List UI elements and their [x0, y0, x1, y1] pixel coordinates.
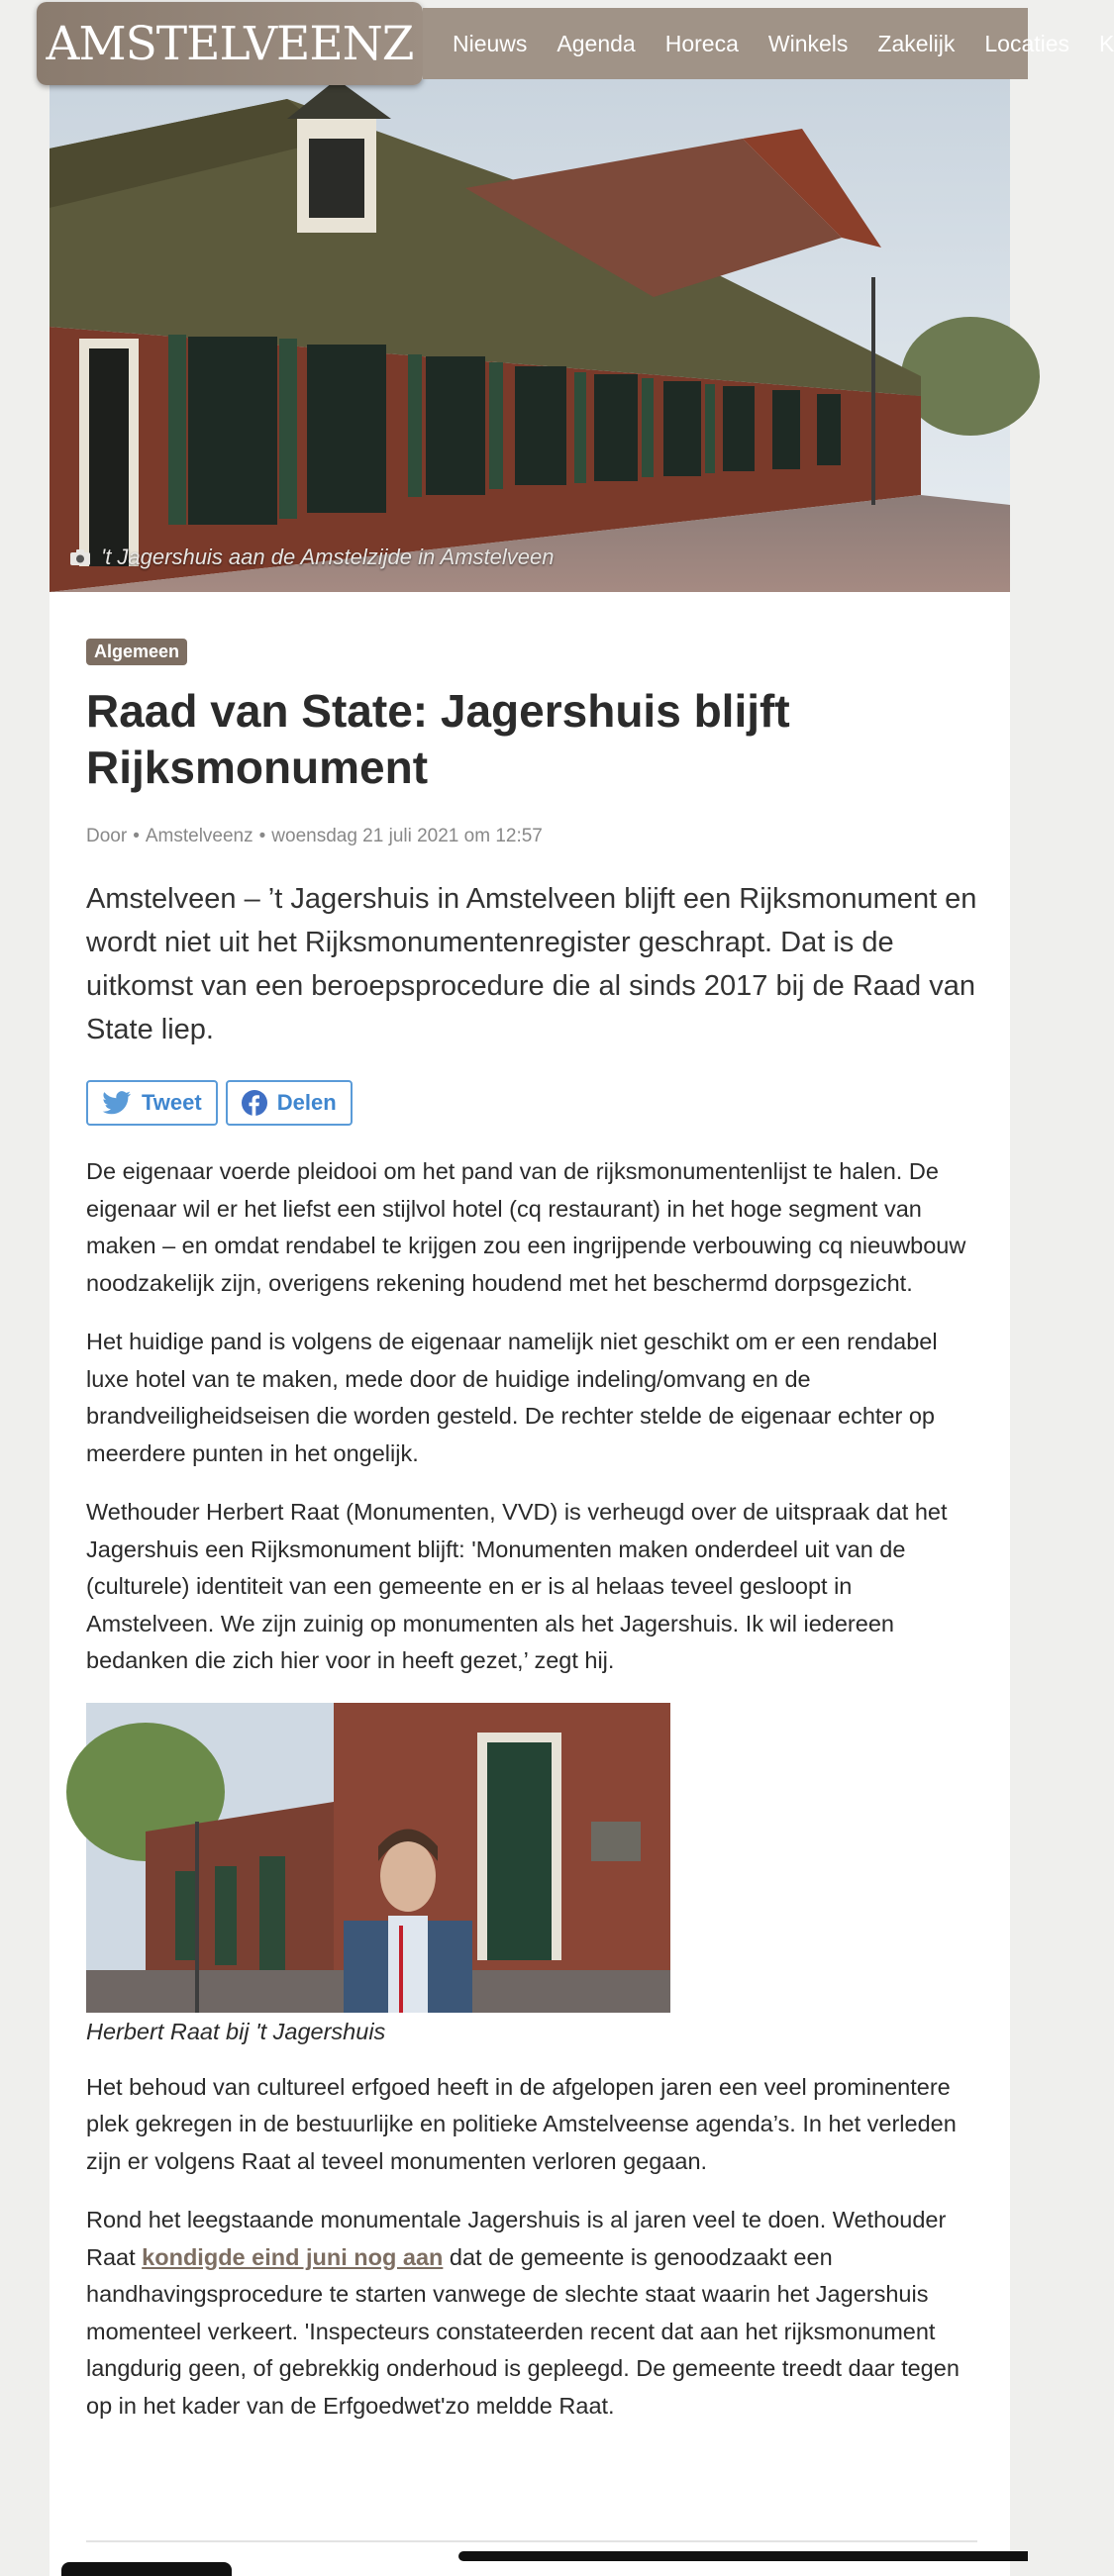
hero-image [50, 79, 1010, 592]
nav-item-winkels[interactable]: Winkels [767, 30, 849, 56]
site-logo[interactable] [37, 2, 423, 85]
category-badge[interactable]: Algemeen [86, 639, 187, 665]
article-lead: Amstelveen – ’t Jagershuis in Amstelveen blijft een Rijksmonument en wordt niet uit het Rijksmonumentenregister geschrapt. Dat is de uitkomst van een beroepsprocedure die al sinds 2017 bij de Raad van State liep. [86, 883, 977, 1045]
hero-caption [69, 545, 554, 570]
meta-author[interactable]: Amstelveenz [145, 826, 253, 846]
jagershuis-photo [50, 79, 1010, 592]
paragraph-5-after: dat de gemeente is genoodzaakt een handhavingsprocedure te starten vanwege de slechte staat waarin het Jagershuis momenteel verkeert. 'Inspecteurs constateerden recent dat aan het rijksmonument langdurig geen, of gebrekkig onderhoud is gepleegd. De gemeente treedt daar tegen op in het kader van de Erfgoedwet'zo meldde Raat. [86, 2243, 960, 2419]
paragraph-3: Wethouder Herbert Raat (Monumenten, VVD) is verheugd over de uitspraak dat het Jagershuis een Rijksmonument blijft: 'Monumenten maken onderdeel uit van de (culturele) identiteit van een gemeente en er is al helaas teveel gesloopt in Amstelveen. We zijn zuinig op monumenten als het Jagershuis. Ik wil iedereen bedanken die zich hier voor in heeft gezet,’ zegt hij. [86, 1499, 948, 1673]
tweet-button[interactable] [86, 1080, 218, 1126]
figure-caption: Herbert Raat bij 't Jagershuis [86, 2018, 386, 2044]
paragraph-4: Het behoud van cultureel erfgoed heeft in de afgelopen jaren een veel prominentere plek gekregen in de bestuurlijke en politieke Amstelveense agenda’s. In het verleden zijn er volgens Raat al teveel monumenten verloren gegaan. [86, 2073, 957, 2174]
camera-icon [69, 548, 91, 566]
raat-photo [86, 1703, 670, 2013]
top-navigation [0, 0, 1114, 87]
inline-article-link[interactable]: kondigde eind juni nog aan [142, 2243, 444, 2270]
article-title: Raad van State: Jagershuis blijft Rijksmonument [86, 685, 790, 793]
article-meta: Door • Amstelveenz • woensdag 21 juli 2021 om 12:57 [86, 826, 543, 846]
content-divider [86, 2540, 977, 2542]
paragraph-1: De eigenaar voerde pleidooi om het pand van de rijksmonumentenlijst te halen. De eigenaar wil er het liefst een stijlvol hotel (cq restaurant) in het hoge segment van maken – en omdat rendabel te krijgen zou een ingrijpende verbouwing cq nieuwbouw noodzakelijk zijn, overigens rekening houdend met het beschermd dorpsgezicht. [86, 1158, 966, 1296]
nav-item-agenda[interactable]: Agenda [557, 30, 636, 56]
main-nav [423, 8, 1114, 79]
herbert-raat-image [86, 1703, 670, 2013]
scroll-indicator[interactable] [458, 2551, 1028, 2561]
paragraph-5 [86, 2202, 977, 2425]
meta-by: Door [86, 826, 128, 846]
meta-date: woensdag 21 juli 2021 om 12:57 [271, 826, 543, 846]
share-buttons [86, 1080, 977, 1126]
article-card [50, 79, 1010, 2576]
nav-item-more[interactable]: K [1099, 30, 1114, 56]
article-content [86, 639, 977, 2425]
nav-item-zakelijk[interactable]: Zakelijk [877, 30, 956, 56]
share-label: Delen [276, 1090, 337, 1115]
paragraph-2: Het huidige pand is volgens de eigenaar namelijk niet geschikt om er een rendabel luxe hotel van te maken, mede door de huidige indeling/omvang en de brandveiligheidseisen die worden gesteld. De rechter stelde de eigenaar echter op meerdere punten in het ongelijk. [86, 1329, 938, 1466]
hero-caption-text: 't Jagershuis aan de Amstelzijde in Amstelveen [101, 545, 555, 569]
tweet-label: Tweet [142, 1090, 202, 1115]
bottom-bar-left [61, 2562, 232, 2576]
facebook-share-button[interactable] [226, 1080, 353, 1126]
nav-item-locaties[interactable]: Locaties [984, 30, 1070, 56]
facebook-icon [242, 1090, 267, 1116]
twitter-icon [102, 1091, 132, 1115]
nav-item-horeca[interactable]: Horeca [664, 30, 739, 56]
logo-text: AMSTELVEENZ [46, 16, 414, 71]
paragraph-5-before: Rond het leegstaande monumentale Jagershuis is al jaren veel te doen. Wethouder Raat [86, 2207, 947, 2270]
nav-item-nieuws[interactable]: Nieuws [453, 30, 528, 56]
